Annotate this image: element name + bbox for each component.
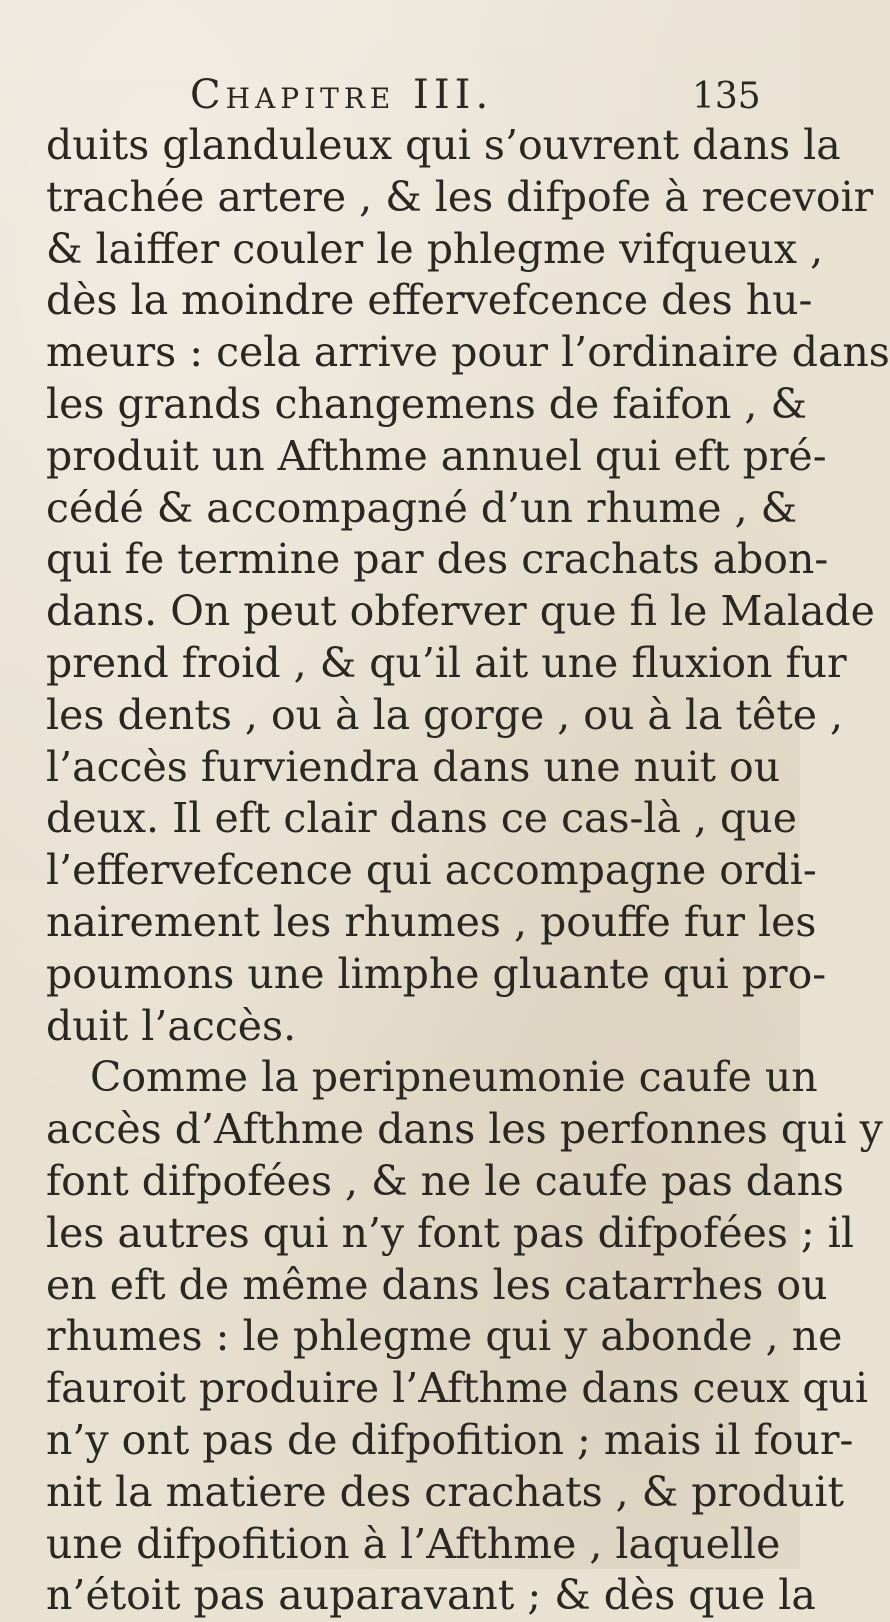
text-line: fauroit produire l’Afthme dans ceux qui — [46, 1364, 869, 1413]
text-line: meurs : cela arrive pour l’ordinaire dans — [46, 328, 890, 377]
text-line: accès d’Afthme dans les perfonnes qui y — [46, 1105, 883, 1154]
page-number: 135 — [692, 76, 761, 117]
body-text — [46, 120, 890, 1622]
text-line: dans. On peut obferver que fi le Malade — [46, 587, 875, 636]
running-title: Chapitre III. — [190, 72, 494, 118]
text-line: produit un Afthme annuel qui eft pré- — [46, 431, 827, 480]
text-line: les dents , ou à la gorge , ou à la tête , — [46, 690, 844, 739]
text-line: une difpofition à l’Afthme , laquelle — [46, 1519, 781, 1568]
text-line: en eft de même dans les catarrhes ou — [46, 1260, 828, 1309]
text-line: dès la moindre effervefcence des hu- — [46, 276, 813, 325]
text-line: cédé & accompagné d’un rhume , & — [46, 483, 798, 532]
text-line: deux. Il eft clair dans ce cas-là , que — [46, 794, 797, 843]
text-line: les grands changemens de faifon , & — [46, 379, 807, 428]
text-line: n’étoit pas auparavant ; & dès que la — [46, 1571, 816, 1620]
text-line: les autres qui n’y font pas difpofées ; il — [46, 1208, 854, 1257]
text-line: l’effervefcence qui accompagne ordi- — [46, 846, 817, 895]
text-line: l’accès furviendra dans une nuit ou — [46, 742, 781, 791]
text-line: rhumes : le phlegme qui y abonde , ne — [46, 1312, 843, 1361]
text-line: qui fe termine par des crachats abon- — [46, 535, 829, 584]
text-line: nit la matiere des crachats , & produit — [46, 1467, 844, 1516]
text-line: duits glanduleux qui s’ouvrent dans la — [46, 121, 841, 169]
paragraph-end-line: duit l’accès. — [46, 1001, 297, 1050]
text-line: trachée artere , & les difpofe à recevoir — [46, 172, 874, 221]
text-line: poumons une limphe gluante qui pro- — [46, 949, 827, 998]
text-line: font difpofées , & ne le caufe pas dans — [46, 1156, 844, 1205]
text-line: prend froid , & qu’il ait une fluxion fur — [46, 638, 847, 687]
text-line: n’y ont pas de difpofition ; mais il four- — [46, 1415, 854, 1464]
paragraph-start-line: Comme la peripneumonie caufe un — [90, 1053, 818, 1102]
text-line: nairement les rhumes , pouffe fur les — [46, 897, 817, 946]
text-line: & laiffer couler le phlegme vifqueux , — [46, 224, 824, 273]
